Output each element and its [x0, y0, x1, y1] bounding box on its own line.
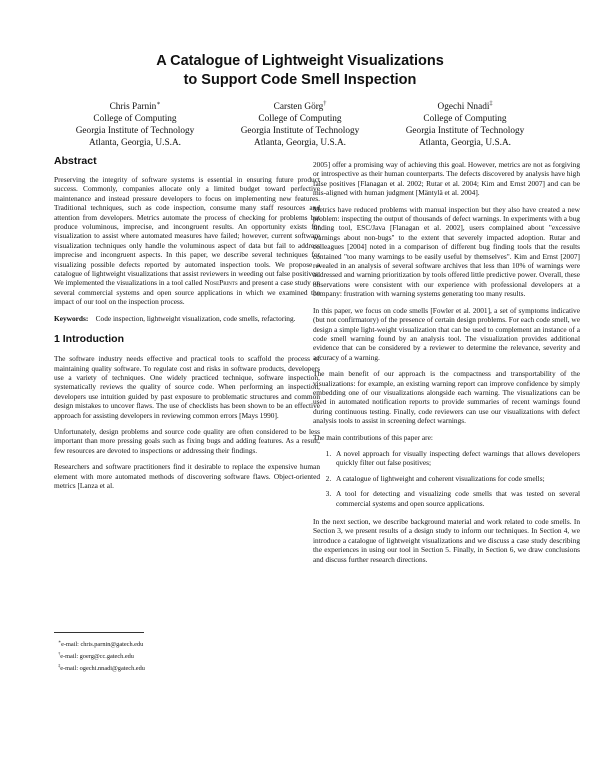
author-loc: Atlanta, Georgia, U.S.A.	[418, 138, 511, 149]
keywords-text: Code inspection, lightweight visualization, code smells, refactoring.	[95, 313, 296, 323]
intro-paragraph-2: Unfortunately, design problems and source code quality are often considered to be less important than more pressing goals such as fixing bugs and adding features. As a result, few resources are devoted to inspections or addressing their findings.	[54, 426, 320, 455]
abstract-heading: Abstract	[54, 155, 97, 167]
right-paragraph-3: In this paper, we focus on code smells [Fowler et al. 2001], a set of symptoms indicative (but not confirmatory) of the presence of certain design problems. For each code smell, we design a simple light-weight visualization that can be used to complement an instance of a code smell warning found by an analysis tool. The visualization provides additional evidence that can be considered by a reviewer to determine the relevance, severity and accuracy of a warning.	[313, 305, 580, 362]
author-loc: Atlanta, Georgia, U.S.A.	[88, 138, 181, 149]
keywords-label: Keywords:	[54, 313, 89, 323]
contribution-item: 1. A novel approach for visually inspecting defect warnings that allows developers quickly filter out false positives;	[333, 449, 580, 468]
intro-paragraph-3: Researchers and software practitioners find it desirable to replace the expensive human element with more automated methods of discovering software flaws. Object-oriented metrics [Lanza et al.	[54, 462, 320, 490]
author-inst: Georgia Institute of Technology	[405, 126, 525, 137]
author-mark: ‡	[489, 101, 493, 107]
author-inst: Georgia Institute of Technology	[240, 126, 360, 137]
author-dept: College of Computing	[423, 114, 507, 125]
contribution-item: 3. A tool for detecting and visualizing code smells that was tested on several commercial systems and open source applications.	[333, 489, 580, 508]
footnote-1: ∗e-mail: chris.parnin@gatech.edu	[58, 639, 144, 649]
author-dept: College of Computing	[258, 114, 342, 125]
footnotes	[54, 632, 320, 673]
right-paragraph-5: The main contributions of this paper are:	[313, 432, 433, 442]
footnote-rule	[54, 632, 144, 633]
intro-paragraph-1: The software industry needs effective and practical tools to scaffold the process of maintaining quality software. To regulate cost and risks in software products, developers use a variety of techniques. One widely practiced technique, software inspection, systematically reviews the quality of source code. When performing an inspection, developers use intuition guided by past exposure to problematic structures and common design mistakes to uncover flaws. The use of checklists has been shown to be an effective approach for assisting developers in reviewing common errors [Mays 1990].	[54, 354, 320, 420]
author-mark: †	[323, 101, 327, 107]
footnote-2: †e-mail: goerg@cc.gatech.edu	[58, 651, 134, 661]
introduction-heading: 1 Introduction	[54, 333, 124, 346]
author-block	[55, 98, 545, 149]
author-dept: College of Computing	[93, 114, 177, 125]
author-3	[385, 98, 545, 149]
abstract-text-b: and present a case study on several commercial systems and open source applications in which we examined the impact of our tool on the inspection process.	[54, 278, 321, 307]
author-2	[220, 98, 380, 149]
title-line-1: A Catalogue of Lightweight Visualizations	[156, 53, 444, 69]
right-column	[313, 160, 580, 564]
author-inst: Georgia Institute of Technology	[75, 126, 195, 137]
contribution-item: 2. A catalogue of lightweight and coherent visualizations for code smells;	[333, 474, 580, 483]
right-paragraph-4: The main benefit of our approach is the compactness and transportability of the visualizations: for example, an existing warning report can improve confidence by simply embedding one of our visualizations alongside each warning. The visualizations can be used in automated notification reports to provide summaries of recent warnings found during continuous testing. Finally, code reviewers can use our visualizations with defect analysis tools to assist in screening defect warnings.	[313, 369, 580, 426]
right-paragraph-6: In the next section, we describe background material and work related to code smells. In Section 3, we present results of a design study to inform our techniques. In Section 4, we introduce a catalogue of lightweight visualizations and we discuss a case study describing the experiences in using our tool in Section 5. Finally, in Section 6, we draw conclusions and discuss further research directions.	[313, 517, 580, 564]
keywords	[54, 314, 320, 323]
contributions-list	[313, 449, 580, 508]
tool-name: NosePrints	[204, 278, 238, 288]
author-name: Chris Parnin	[109, 102, 157, 113]
author-name: Carsten Görg	[273, 102, 324, 113]
abstract-text	[54, 175, 320, 307]
author-1	[55, 98, 215, 149]
footnote-3: ‡e-mail: ogechi.nnadi@gatech.edu	[58, 663, 145, 673]
author-name: Ogechi Nnadi	[437, 102, 490, 113]
left-column	[54, 155, 320, 490]
abstract-text-a: Preserving the integrity of software systems is essential in ensuring future product success. Commonly, companies allocate only a limited budget toward perfective maintenance and instead pressure developers to focus on implementing new features. Traditional techniques, such as code inspection, consume many staff resources and attention from developers. Metrics automate the process of checking for problems but produce voluminous, imprecise, and incongruent results. An opportunity exists for visualization to assist where automated measures have failed; however, current software visualization techniques only handle the voluminous aspect of data but fail to address imprecise and incongruent aspects. In this paper, we describe several techniques for visualizing possible defects reported by automated inspection tools. We propose a catalogue of lightweight visualizations that assist reviewers in weeding out false positives. We implemented the visualizations in a tool called	[54, 175, 320, 288]
paper-title	[0, 52, 600, 90]
author-loc: Atlanta, Georgia, U.S.A.	[253, 138, 346, 149]
author-mark: ∗	[156, 101, 161, 107]
right-paragraph-1: 2005] offer a promising way of achieving this goal. However, metrics are not as forgiving or introspective as their human counterparts. The defects discovered by analysis have high false positives [Flanagan et al. 2002; Rutar et al. 2004; Kim and Ernst 2007] and can be mis-aligned with human judgment [Mäntylä et al. 2004].	[313, 160, 580, 198]
title-line-2: to Support Code Smell Inspection	[183, 72, 417, 88]
right-paragraph-2: Metrics have reduced problems with manual inspection but they also have created a new problem: inspecting the output of thousands of defect warnings. In experiments with a bug finding tool, ESC/Java [Flanagan et al. 2002], users complained about "excessive warnings about non-bugs" to the extent that severely impacted adoption. Rutar and colleagues [2004] noted in a comparison of different bug finding tools that the results contained "too many warnings to be easily useful by themselves". Kim and Ernst [2007] revealed in an analysis of several software archives that less than 10% of warnings were addressed and warning prioritization by tools offered little predictive power. Overall, these observations were consistent with our experience with professional developers at a company: frustration with warning systems generating too many results.	[313, 204, 580, 299]
